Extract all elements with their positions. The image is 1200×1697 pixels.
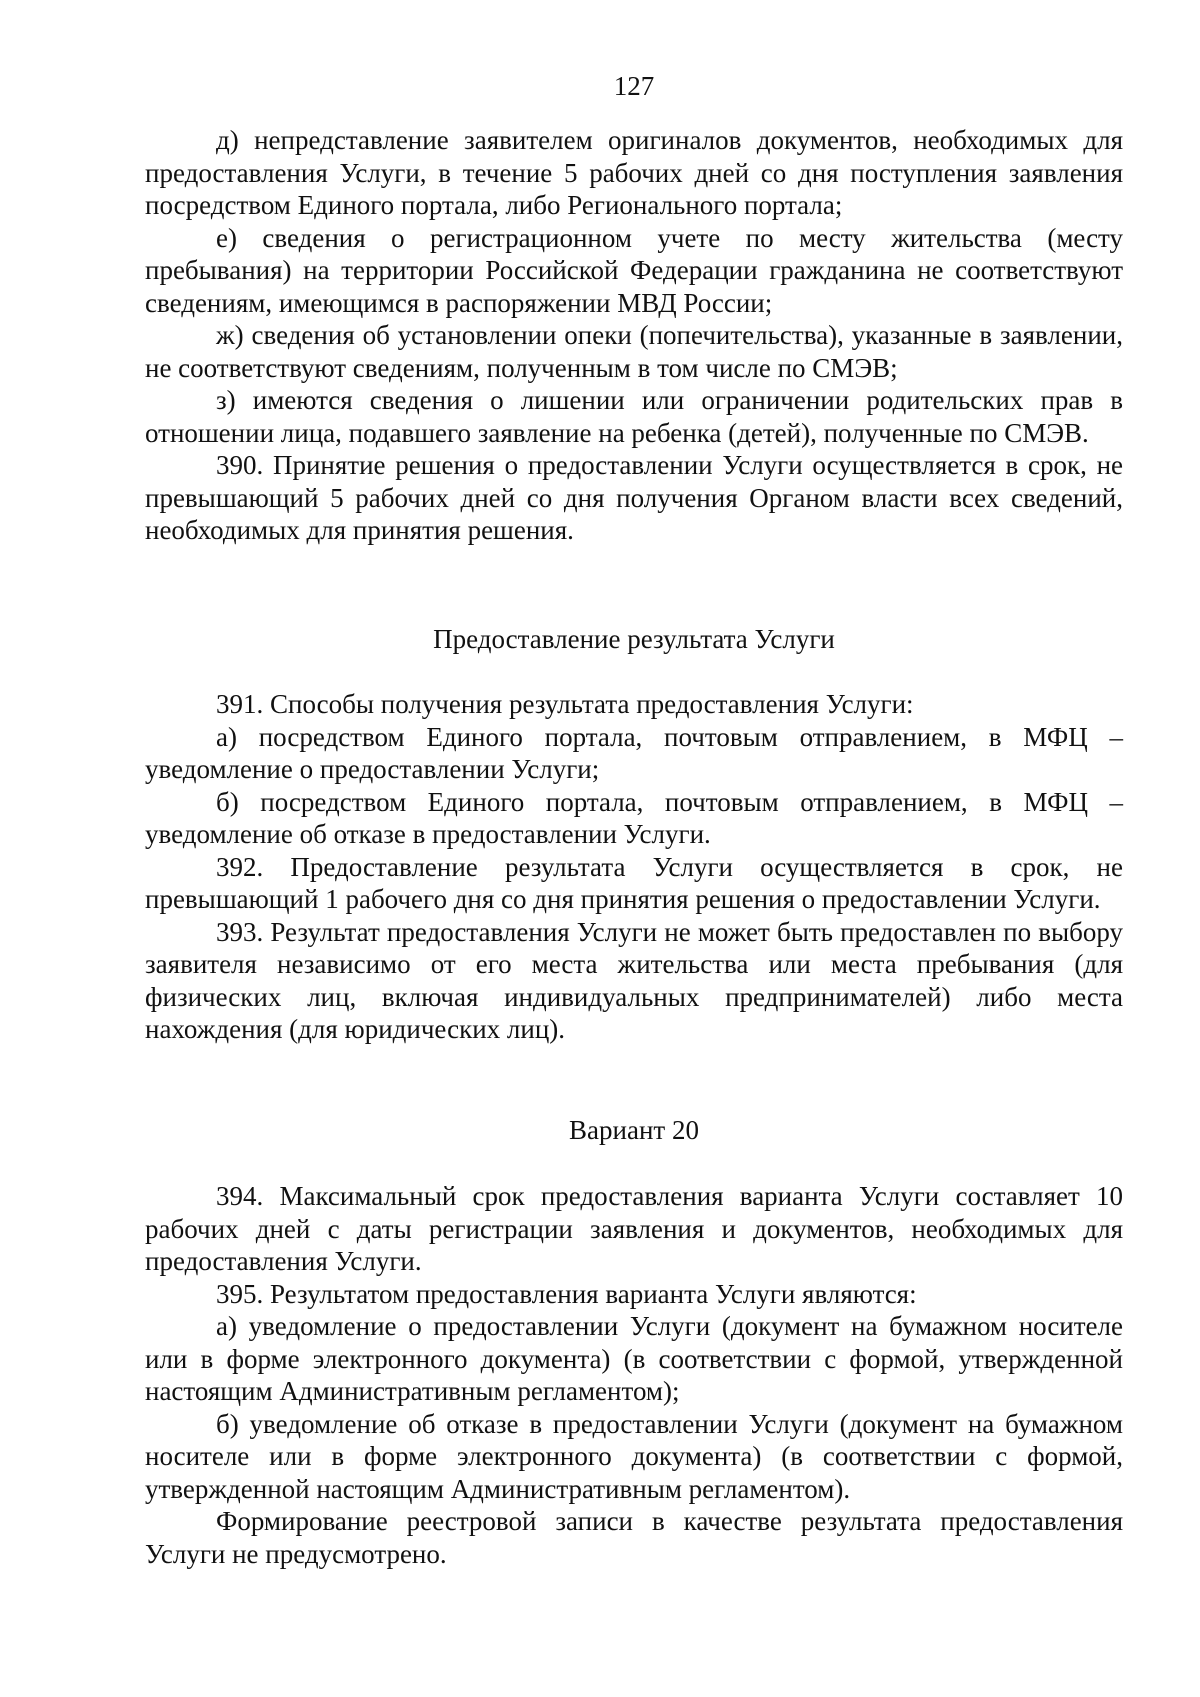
heading-variant-20: Вариант 20: [569, 1115, 699, 1145]
paragraph-e: е) сведения о регистрационном учете по месту жительства (месту пребывания) на территории Российской Федерации гражданина не соответствуют сведениям, имеющимся в распоряжении МВД России;: [145, 222, 1123, 318]
paragraph-393: 393. Результат предоставления Услуги не может быть предоставлен по выбору заявителя независимо от его места жительства или места пребывания (для физических лиц, включая индивидуальных предпринимателей) либо места нахождения (для юридических лиц).: [145, 916, 1123, 1044]
paragraph-391-a: а) посредством Единого портала, почтовым отправлением, в МФЦ – уведомление о предоставлении Услуги;: [145, 721, 1123, 784]
paragraph-391: 391. Способы получения результата предоставления Услуги:: [216, 689, 914, 719]
paragraph-395: 395. Результатом предоставления варианта Услуги являются:: [216, 1278, 917, 1309]
section-result-provision: [145, 688, 1123, 1046]
section-grounds: [145, 124, 1123, 547]
paragraph-392: 392. Предоставление результата Услуги осуществляется в срок, не превышающий 1 рабочего дня со дня принятия решения о предоставлении Услуги.: [145, 851, 1123, 914]
heading-result-provision: Предоставление результата Услуги: [433, 624, 835, 654]
section-variant-20: [145, 1180, 1123, 1570]
paragraph-d: д) непредставление заявителем оригиналов документов, необходимых для предоставления Услуги, в течение 5 рабочих дней со дня поступления заявления посредством Единого портала, либо Регионального портала;: [145, 125, 1123, 220]
paragraph-390: 390. Принятие решения о предоставлении Услуги осуществляется в срок, не превышающий 5 рабочих дней со дня получения Органом власти всех сведений, необходимых для принятия решения.: [145, 450, 1123, 545]
page-number: 127: [613, 71, 655, 101]
paragraph-z: з) имеются сведения о лишении или ограничении родительских прав в отношении лица, подавшего заявление на ребенка (детей), полученные по СМЭВ.: [145, 385, 1123, 448]
paragraph-395-b: б) уведомление об отказе в предоставлении Услуги (документ на бумажном носителе или в форме электронного документа) (в соответствии с формой, утвержденной настоящим Административным регламентом).: [145, 1408, 1123, 1504]
paragraph-registry-note: Формирование реестровой записи в качестве результата предоставления Услуги не предусмотрено.: [145, 1506, 1123, 1569]
paragraph-394: 394. Максимальный срок предоставления варианта Услуги составляет 10 рабочих дней с даты регистрации заявления и документов, необходимых для предоставления Услуги.: [145, 1181, 1123, 1276]
paragraph-zh: ж) сведения об установлении опеки (попечительства), указанные в заявлении, не соответствуют сведениям, полученным в том числе по СМЭВ;: [145, 320, 1123, 383]
paragraph-391-b: б) посредством Единого портала, почтовым отправлением, в МФЦ – уведомление об отказе в предоставлении Услуги.: [145, 786, 1123, 849]
paragraph-395-a: а) уведомление о предоставлении Услуги (документ на бумажном носителе или в форме электронного документа) (в соответствии с формой, утвержденной настоящим Административным регламентом);: [145, 1311, 1123, 1406]
